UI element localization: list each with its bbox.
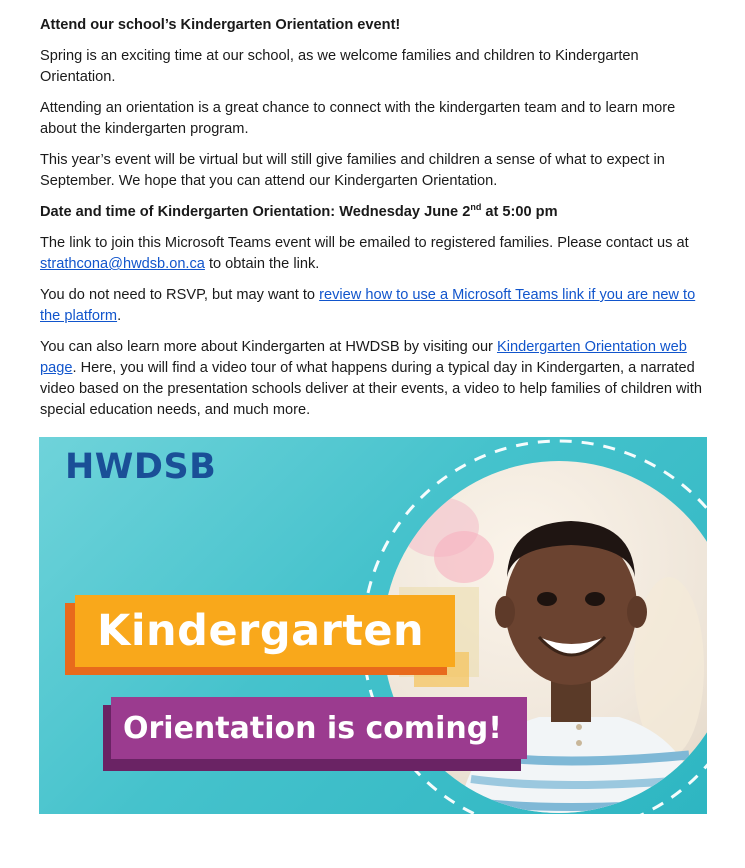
teams-link-text: The link to join this Microsoft Teams event will be emailed to registered families. Please contact us at [40,235,689,251]
event-date-ordinal: nd [470,202,482,213]
teams-howto-link[interactable]: review how to use a Microsoft Teams link if you are new to the platform [40,287,696,324]
event-date-line [40,202,710,223]
orientation-benefit-paragraph: Attending an orientation is a great chance to connect with the kindergarten team and to learn more about the kindergarten program. [40,100,676,137]
contact-email-link[interactable]: strathcona@hwdsb.on.ca [40,256,205,272]
learn-more-paragraph [40,337,710,421]
announcement-title: Attend our school’s Kindergarten Orientation event! [40,17,401,33]
event-date-text: Date and time of Kindergarten Orientation: Wednesday June 2 [40,204,471,220]
announcement-body [40,15,710,431]
learn-more-text: You can also learn more about Kindergarten at HWDSB by visiting our [40,339,497,355]
rsvp-text-end: . [117,308,122,324]
rsvp-paragraph [40,285,710,327]
orientation-banner-image [39,437,707,814]
orientation-subheading: Orientation is coming! [123,711,502,746]
intro-paragraph: Spring is an exciting time at our school, as we welcome families and children to Kindergarten Orientation. [40,48,639,85]
kindergarten-heading: Kindergarten [97,606,425,656]
hwdsb-logo: HWDSB [65,447,217,487]
virtual-event-paragraph: This year’s event will be virtual but will still give families and children a sense of what to expect in September. We hope that you can attend our Kindergarten Orientation. [40,152,665,189]
learn-more-text-end: . Here, you will find a video tour of what happens during a typical day in Kindergarten, a narrated video based on the presentation schools deliver at their events, a video to help families of children with special education needs, and much more. [40,360,702,418]
event-time-text: at 5:00 pm [481,204,558,220]
orientation-webpage-link[interactable]: Kindergarten Orientation web page [40,339,687,376]
teams-link-paragraph [40,233,710,275]
rsvp-text: You do not need to RSVP, but may want to [40,287,320,303]
teams-link-text-end: to obtain the link. [204,256,320,272]
